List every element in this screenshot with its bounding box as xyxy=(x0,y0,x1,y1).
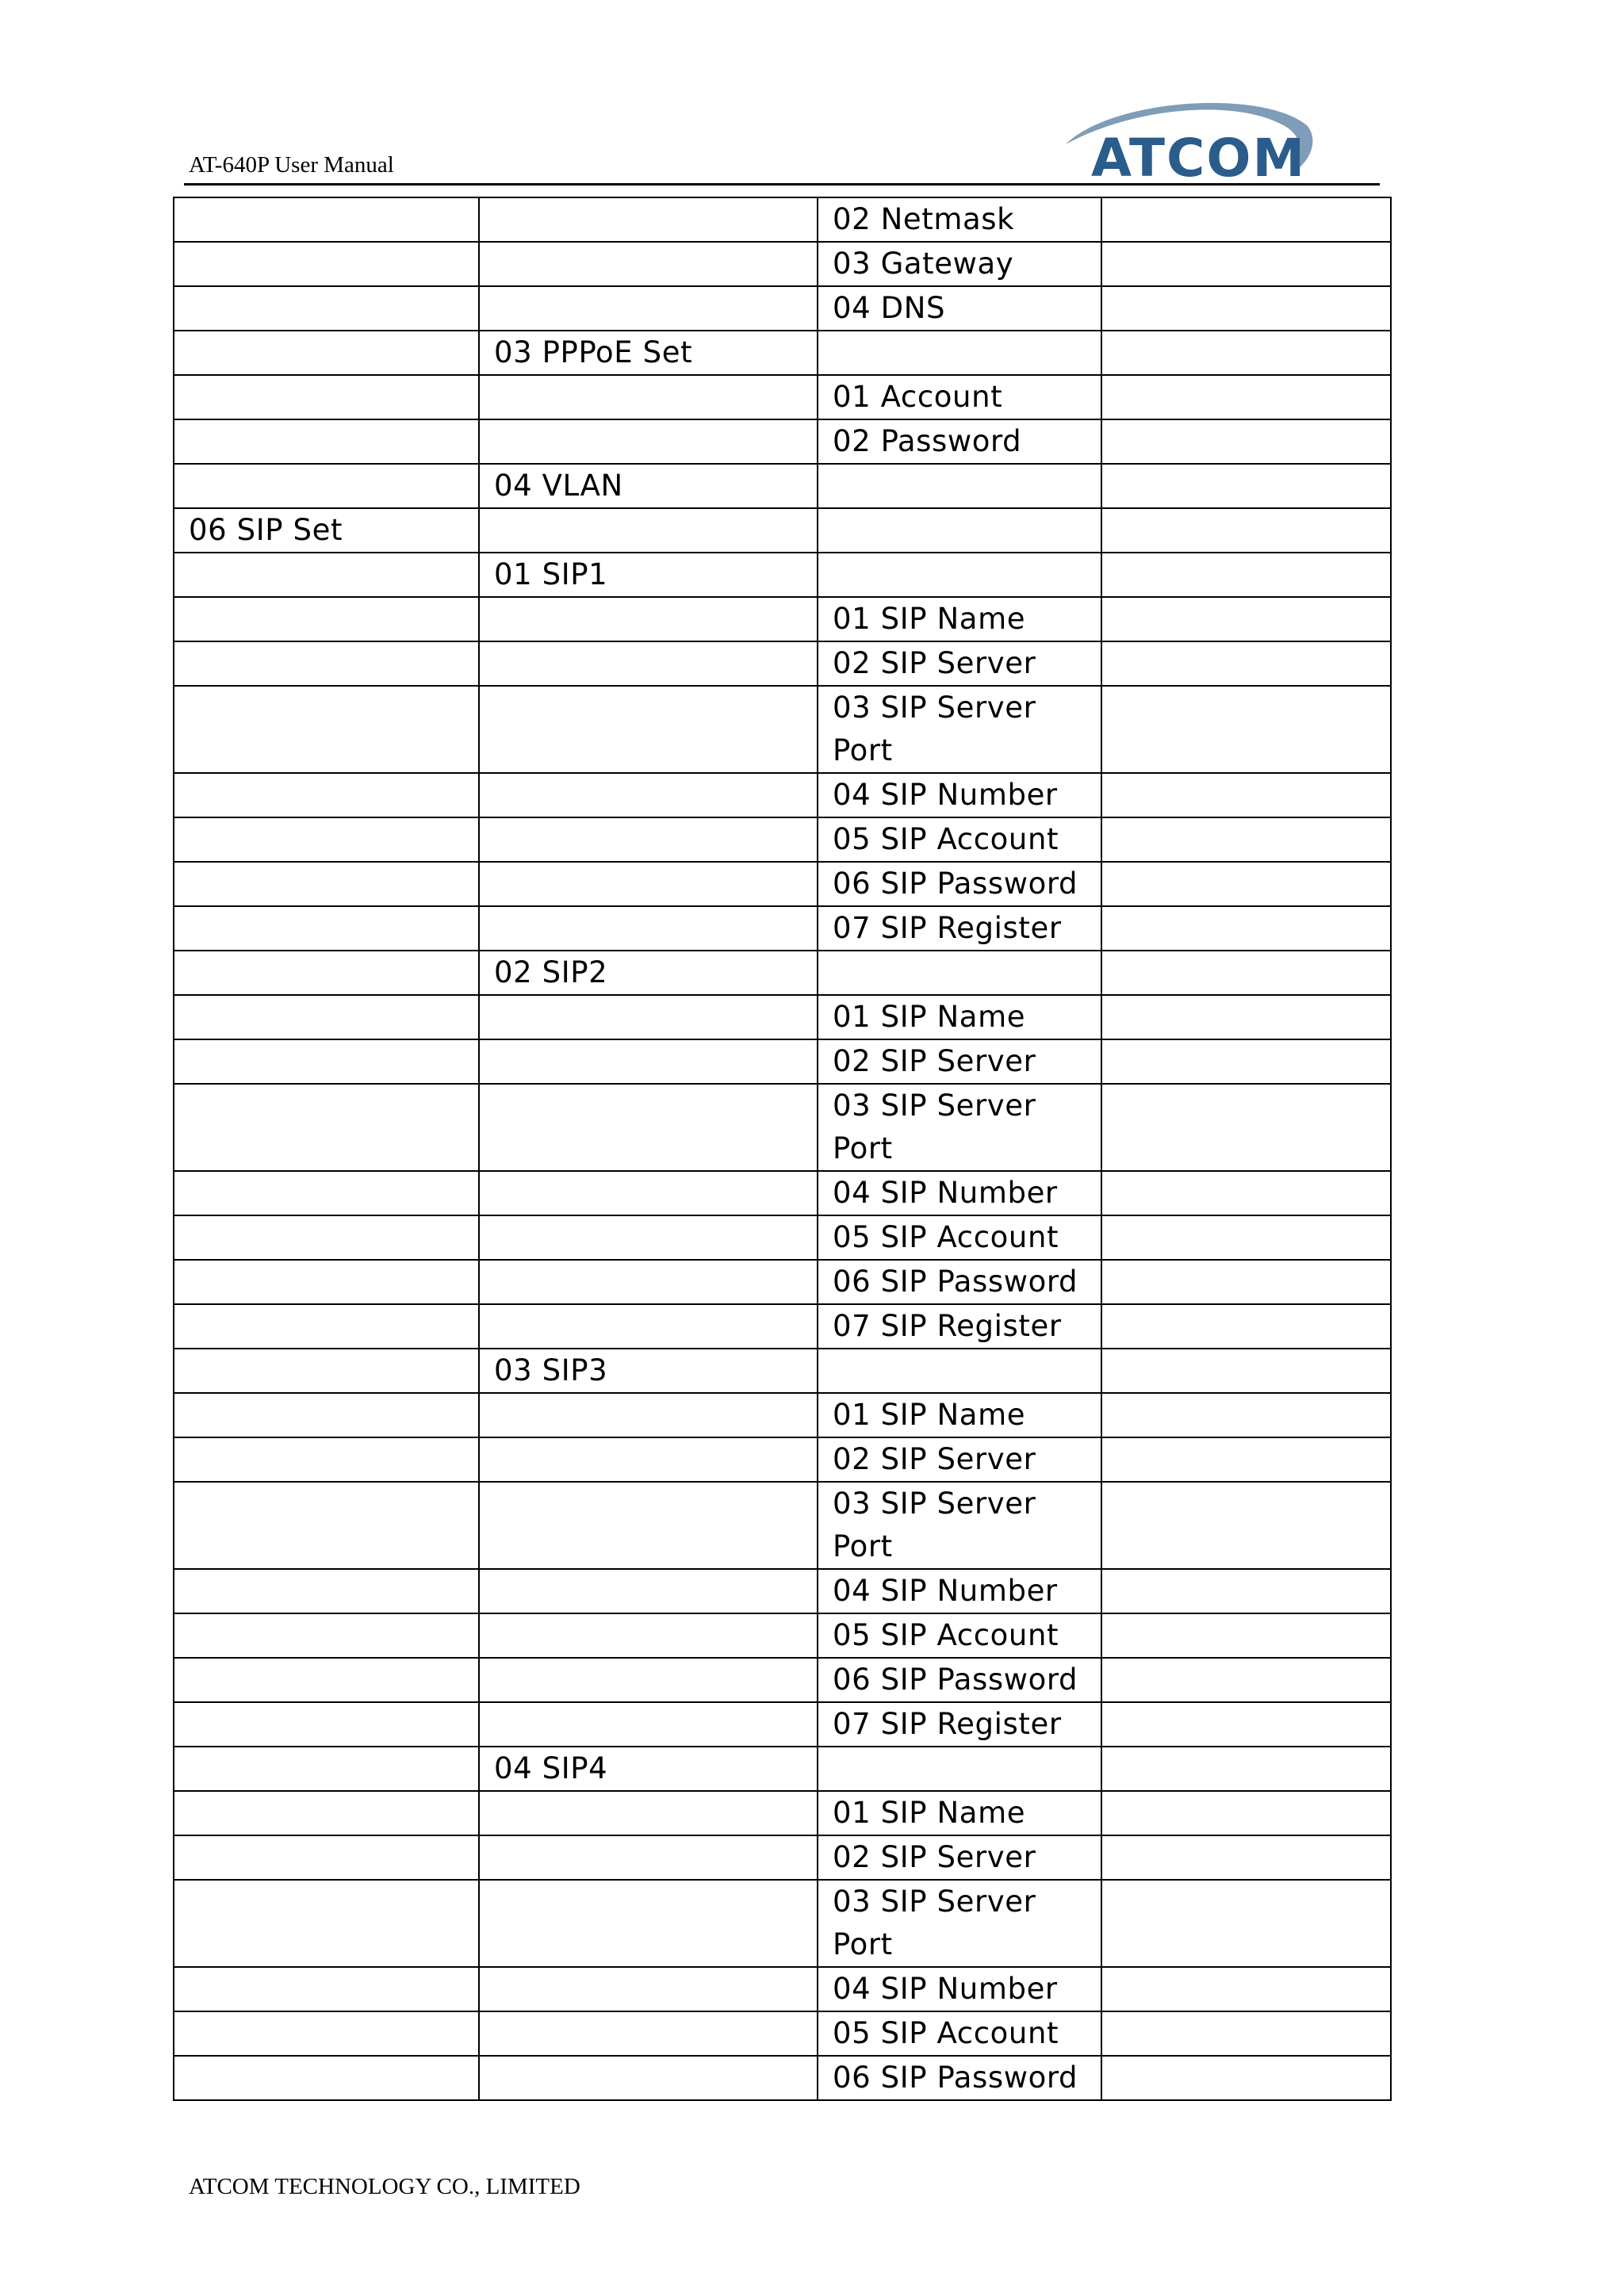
level2-cell: 04 VLAN xyxy=(479,464,818,508)
table-row xyxy=(174,197,1391,242)
level1-cell: 06 SIP Set xyxy=(174,508,479,553)
level2-cell xyxy=(479,1835,818,1880)
level3-cell xyxy=(818,951,1101,995)
level2-cell xyxy=(479,1702,818,1747)
level1-cell xyxy=(174,906,479,951)
table-row xyxy=(174,995,1391,1039)
level2-cell xyxy=(479,375,818,419)
table-row xyxy=(174,331,1391,375)
level1-cell xyxy=(174,686,479,773)
level1-cell xyxy=(174,286,479,331)
level3-cell: 07 SIP Register xyxy=(818,1304,1101,1349)
level3-cell: 06 SIP Password xyxy=(818,2056,1101,2100)
level1-cell xyxy=(174,951,479,995)
level2-cell: 02 SIP2 xyxy=(479,951,818,995)
level3-cell: 02 SIP Server xyxy=(818,1437,1101,1482)
level3-cell: 05 SIP Account xyxy=(818,1613,1101,1658)
notes-cell xyxy=(1101,464,1391,508)
level2-cell xyxy=(479,906,818,951)
level3-cell: 03 SIP Server Port xyxy=(818,1482,1101,1569)
level2-cell: 04 SIP4 xyxy=(479,1747,818,1791)
document-footer: ATCOM TECHNOLOGY CO., LIMITED xyxy=(189,2174,580,2199)
level1-cell xyxy=(174,773,479,817)
level1-cell xyxy=(174,419,479,464)
table-row xyxy=(174,1393,1391,1437)
notes-cell xyxy=(1101,1747,1391,1791)
table-row xyxy=(174,553,1391,597)
notes-cell xyxy=(1101,773,1391,817)
level3-cell: 03 Gateway xyxy=(818,242,1101,286)
level2-cell xyxy=(479,1791,818,1835)
level3-cell: 04 SIP Number xyxy=(818,1171,1101,1215)
menu-tree-table xyxy=(173,197,1392,2101)
notes-cell xyxy=(1101,1967,1391,2011)
table-row xyxy=(174,1304,1391,1349)
table-row xyxy=(174,1039,1391,1084)
level3-cell: 06 SIP Password xyxy=(818,862,1101,906)
level2-cell xyxy=(479,686,818,773)
level2-cell xyxy=(479,862,818,906)
table-row xyxy=(174,1702,1391,1747)
table-row xyxy=(174,686,1391,773)
level1-cell xyxy=(174,375,479,419)
level1-cell xyxy=(174,1393,479,1437)
level3-cell: 02 SIP Server xyxy=(818,1039,1101,1084)
table-row xyxy=(174,1835,1391,1880)
level1-cell xyxy=(174,331,479,375)
table-row xyxy=(174,906,1391,951)
notes-cell xyxy=(1101,1613,1391,1658)
level3-cell: 06 SIP Password xyxy=(818,1260,1101,1304)
document-header-title: AT-640P User Manual xyxy=(189,152,394,178)
table-row xyxy=(174,951,1391,995)
level2-cell xyxy=(479,1393,818,1437)
level1-cell xyxy=(174,1613,479,1658)
table-row xyxy=(174,862,1391,906)
level1-cell xyxy=(174,2011,479,2056)
logo-text: ATCOM xyxy=(1091,128,1307,182)
notes-cell xyxy=(1101,375,1391,419)
notes-cell xyxy=(1101,1171,1391,1215)
level2-cell xyxy=(479,242,818,286)
level3-cell: 03 SIP Server Port xyxy=(818,1880,1101,1967)
notes-cell xyxy=(1101,1791,1391,1835)
level2-cell xyxy=(479,1569,818,1613)
table-row xyxy=(174,1967,1391,2011)
level2-cell xyxy=(479,597,818,641)
level3-cell xyxy=(818,553,1101,597)
table-row xyxy=(174,2011,1391,2056)
notes-cell xyxy=(1101,419,1391,464)
level2-cell xyxy=(479,1613,818,1658)
level2-cell: 03 PPPoE Set xyxy=(479,331,818,375)
level1-cell xyxy=(174,197,479,242)
level3-cell xyxy=(818,508,1101,553)
level3-cell: 06 SIP Password xyxy=(818,1658,1101,1702)
menu-table-body xyxy=(174,197,1391,2100)
level3-cell: 02 SIP Server xyxy=(818,641,1101,686)
table-row xyxy=(174,242,1391,286)
table-row xyxy=(174,1658,1391,1702)
notes-cell xyxy=(1101,1835,1391,1880)
level1-cell xyxy=(174,597,479,641)
table-row xyxy=(174,2056,1391,2100)
notes-cell xyxy=(1101,1039,1391,1084)
notes-cell xyxy=(1101,331,1391,375)
notes-cell xyxy=(1101,197,1391,242)
level3-cell: 05 SIP Account xyxy=(818,1215,1101,1260)
level1-cell xyxy=(174,995,479,1039)
notes-cell xyxy=(1101,242,1391,286)
notes-cell xyxy=(1101,2056,1391,2100)
level3-cell: 03 SIP Server Port xyxy=(818,686,1101,773)
level2-cell xyxy=(479,1437,818,1482)
notes-cell xyxy=(1101,1084,1391,1171)
notes-cell xyxy=(1101,1482,1391,1569)
notes-cell xyxy=(1101,1304,1391,1349)
level3-cell: 05 SIP Account xyxy=(818,817,1101,862)
header-rule xyxy=(184,183,1380,186)
table-row xyxy=(174,1880,1391,1967)
notes-cell xyxy=(1101,553,1391,597)
level1-cell xyxy=(174,553,479,597)
level3-cell: 02 SIP Server xyxy=(818,1835,1101,1880)
table-row xyxy=(174,641,1391,686)
level2-cell xyxy=(479,1084,818,1171)
level1-cell xyxy=(174,1880,479,1967)
level1-cell xyxy=(174,1482,479,1569)
table-row xyxy=(174,508,1391,553)
table-row xyxy=(174,817,1391,862)
level2-cell xyxy=(479,508,818,553)
level2-cell xyxy=(479,773,818,817)
level2-cell xyxy=(479,197,818,242)
level1-cell xyxy=(174,1702,479,1747)
level2-cell xyxy=(479,995,818,1039)
notes-cell xyxy=(1101,862,1391,906)
level1-cell xyxy=(174,1171,479,1215)
notes-cell xyxy=(1101,641,1391,686)
level1-cell xyxy=(174,1569,479,1613)
table-row xyxy=(174,1437,1391,1482)
level2-cell xyxy=(479,1039,818,1084)
level1-cell xyxy=(174,1835,479,1880)
level1-cell xyxy=(174,1747,479,1791)
notes-cell xyxy=(1101,1880,1391,1967)
level2-cell xyxy=(479,1658,818,1702)
level2-cell xyxy=(479,1482,818,1569)
table-row xyxy=(174,286,1391,331)
table-row xyxy=(174,375,1391,419)
level3-cell xyxy=(818,331,1101,375)
table-row xyxy=(174,1613,1391,1658)
level3-cell: 05 SIP Account xyxy=(818,2011,1101,2056)
level1-cell xyxy=(174,1304,479,1349)
notes-cell xyxy=(1101,1702,1391,1747)
table-row xyxy=(174,773,1391,817)
level3-cell: 02 Password xyxy=(818,419,1101,464)
level1-cell xyxy=(174,1260,479,1304)
level3-cell: 01 SIP Name xyxy=(818,597,1101,641)
level2-cell xyxy=(479,286,818,331)
level2-cell xyxy=(479,1215,818,1260)
notes-cell xyxy=(1101,1349,1391,1393)
level2-cell xyxy=(479,1304,818,1349)
table-row xyxy=(174,1260,1391,1304)
table-row xyxy=(174,1791,1391,1835)
notes-cell xyxy=(1101,1437,1391,1482)
notes-cell xyxy=(1101,1658,1391,1702)
level3-cell: 04 SIP Number xyxy=(818,1967,1101,2011)
level1-cell xyxy=(174,1967,479,2011)
level2-cell xyxy=(479,817,818,862)
table-row xyxy=(174,1569,1391,1613)
level3-cell xyxy=(818,1349,1101,1393)
level2-cell: 03 SIP3 xyxy=(479,1349,818,1393)
level3-cell: 01 SIP Name xyxy=(818,995,1101,1039)
level3-cell: 04 DNS xyxy=(818,286,1101,331)
notes-cell xyxy=(1101,1393,1391,1437)
notes-cell xyxy=(1101,817,1391,862)
level1-cell xyxy=(174,817,479,862)
level3-cell: 07 SIP Register xyxy=(818,1702,1101,1747)
level2-cell xyxy=(479,2056,818,2100)
level1-cell xyxy=(174,464,479,508)
level2-cell xyxy=(479,419,818,464)
notes-cell xyxy=(1101,1215,1391,1260)
table-row xyxy=(174,1349,1391,1393)
notes-cell xyxy=(1101,508,1391,553)
notes-cell xyxy=(1101,286,1391,331)
level1-cell xyxy=(174,1039,479,1084)
level1-cell xyxy=(174,2056,479,2100)
notes-cell xyxy=(1101,1569,1391,1613)
notes-cell xyxy=(1101,995,1391,1039)
level3-cell: 04 SIP Number xyxy=(818,773,1101,817)
table-row xyxy=(174,1215,1391,1260)
level3-cell: 01 SIP Name xyxy=(818,1393,1101,1437)
level3-cell: 01 SIP Name xyxy=(818,1791,1101,1835)
level2-cell: 01 SIP1 xyxy=(479,553,818,597)
level2-cell xyxy=(479,1171,818,1215)
atcom-logo xyxy=(1064,94,1318,182)
table-row xyxy=(174,1084,1391,1171)
level3-cell: 03 SIP Server Port xyxy=(818,1084,1101,1171)
table-row xyxy=(174,1171,1391,1215)
notes-cell xyxy=(1101,686,1391,773)
level1-cell xyxy=(174,1084,479,1171)
level2-cell xyxy=(479,2011,818,2056)
level2-cell xyxy=(479,641,818,686)
level3-cell: 02 Netmask xyxy=(818,197,1101,242)
notes-cell xyxy=(1101,597,1391,641)
table-row xyxy=(174,419,1391,464)
level1-cell xyxy=(174,1791,479,1835)
level3-cell: 04 SIP Number xyxy=(818,1569,1101,1613)
level1-cell xyxy=(174,641,479,686)
level1-cell xyxy=(174,242,479,286)
level1-cell xyxy=(174,1215,479,1260)
table-row xyxy=(174,1747,1391,1791)
level3-cell xyxy=(818,464,1101,508)
level2-cell xyxy=(479,1967,818,2011)
level1-cell xyxy=(174,1437,479,1482)
level3-cell: 07 SIP Register xyxy=(818,906,1101,951)
notes-cell xyxy=(1101,906,1391,951)
level2-cell xyxy=(479,1260,818,1304)
table-row xyxy=(174,597,1391,641)
notes-cell xyxy=(1101,1260,1391,1304)
table-row xyxy=(174,1482,1391,1569)
level3-cell xyxy=(818,1747,1101,1791)
notes-cell xyxy=(1101,2011,1391,2056)
level1-cell xyxy=(174,1349,479,1393)
level1-cell xyxy=(174,862,479,906)
level2-cell xyxy=(479,1880,818,1967)
level3-cell: 01 Account xyxy=(818,375,1101,419)
table-row xyxy=(174,464,1391,508)
notes-cell xyxy=(1101,951,1391,995)
level1-cell xyxy=(174,1658,479,1702)
